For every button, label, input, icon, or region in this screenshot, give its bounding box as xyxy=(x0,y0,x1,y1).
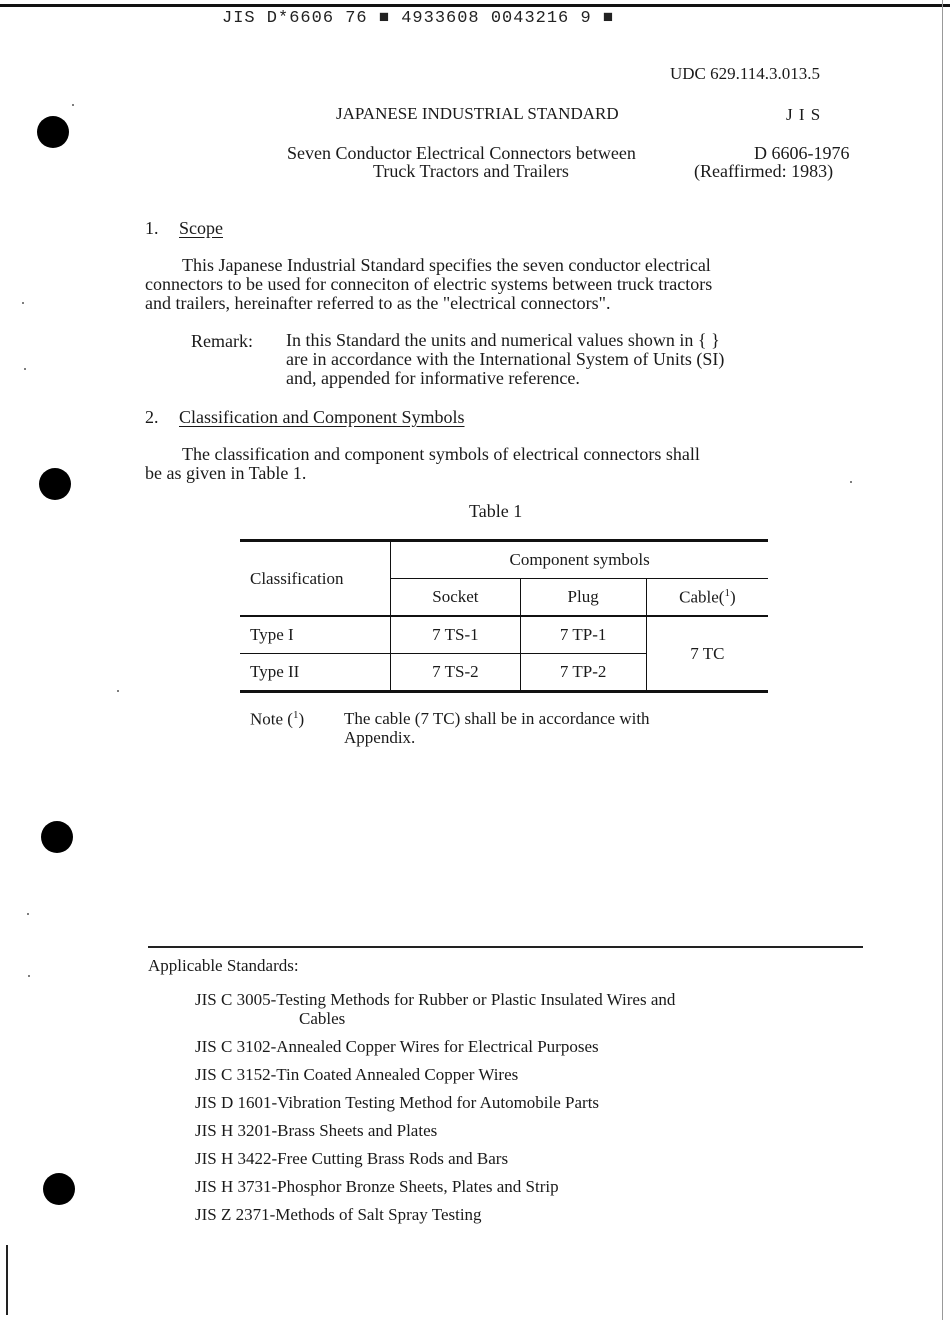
standard-item xyxy=(195,1121,855,1140)
paragraph-line: This Japanese Industrial Standard specifies the seven conductor electrical xyxy=(182,255,711,275)
standard-code: JIS H 3731 xyxy=(195,1177,272,1196)
standard-item xyxy=(195,1205,855,1224)
top-scan-rule xyxy=(0,4,950,7)
row-classification: Type I xyxy=(240,616,391,654)
paragraph-line: be as given in Table 1. xyxy=(145,463,307,483)
scan-speck xyxy=(28,975,30,977)
note-line: Appendix. xyxy=(344,728,416,747)
scan-speck xyxy=(24,368,26,370)
standard-item xyxy=(195,1065,855,1084)
standard-title: -Tin Coated Annealed Copper Wires xyxy=(270,1065,519,1084)
standard-item xyxy=(195,1149,855,1168)
paragraph-line: connectors to be used for conneciton of electric systems between truck tractors xyxy=(145,274,713,294)
standard-title-continued: Cables xyxy=(299,1009,346,1028)
footnote-mark: 1 xyxy=(292,709,299,721)
note-label-text: Note ( xyxy=(250,709,293,729)
standard-code: JIS C 3152 xyxy=(195,1065,271,1084)
note-line: The cable (7 TC) shall be in accordance with xyxy=(344,709,650,728)
remark-label: Remark: xyxy=(191,331,253,351)
applicable-standards-list xyxy=(195,990,855,1233)
header-cable xyxy=(646,579,768,617)
scan-speck xyxy=(72,104,74,106)
row-socket: 7 TS-2 xyxy=(391,654,520,692)
standard-code: JIS C 3102 xyxy=(195,1037,271,1056)
org-title: JAPANESE INDUSTRIAL STANDARD xyxy=(336,104,619,123)
classification-paragraph xyxy=(145,445,700,483)
row-classification: Type II xyxy=(240,654,391,692)
header-component-symbols: Component symbols xyxy=(391,541,768,579)
section-heading-classification: Classification and Component Symbols xyxy=(179,407,465,427)
standard-title: -Methods of Salt Spray Testing xyxy=(269,1205,482,1224)
footer-rule xyxy=(148,946,863,948)
punch-hole xyxy=(41,821,73,853)
header-cable-close: ) xyxy=(729,587,736,607)
scan-speck xyxy=(850,481,852,483)
scope-paragraph xyxy=(145,256,712,313)
standard-title: -Free Cutting Brass Rods and Bars xyxy=(271,1149,509,1168)
jis-mark: J I S xyxy=(786,105,822,124)
remark-line: and, appended for informative reference. xyxy=(286,368,580,388)
reaffirmed-date: (Reaffirmed: 1983) xyxy=(694,161,834,181)
applicable-standards-heading: Applicable Standards: xyxy=(148,956,299,975)
scan-speck xyxy=(117,690,119,692)
doc-title-line2: Truck Tractors and Trailers xyxy=(373,161,569,181)
remark-line: In this Standard the units and numerical values shown in { } xyxy=(286,330,720,350)
section-number: 2. xyxy=(145,407,159,427)
standard-number: D 6606-1976 xyxy=(754,143,850,163)
standard-title: -Phosphor Bronze Sheets, Plates and Strip xyxy=(271,1177,559,1196)
header-socket: Socket xyxy=(391,579,520,617)
standard-title: -Annealed Copper Wires for Electrical Purposes xyxy=(270,1037,599,1056)
row-socket: 7 TS-1 xyxy=(391,616,520,654)
standard-code: JIS H 3422 xyxy=(195,1149,272,1168)
scan-speck xyxy=(27,913,29,915)
standard-item xyxy=(195,1093,855,1112)
standard-code: JIS D 1601 xyxy=(195,1093,272,1112)
component-symbols-table xyxy=(240,539,768,693)
table-caption: Table 1 xyxy=(469,501,523,521)
scan-edge-line xyxy=(6,1245,8,1315)
standard-title: -Vibration Testing Method for Automobile Parts xyxy=(271,1093,600,1112)
header-plug: Plug xyxy=(520,579,646,617)
standard-code: JIS H 3201 xyxy=(195,1121,272,1140)
punch-hole xyxy=(39,468,71,500)
note-label-close: ) xyxy=(298,709,305,729)
paragraph-line: and trailers, hereinafter referred to as the "electrical connectors". xyxy=(145,293,611,313)
remark-text xyxy=(286,331,724,388)
barcode-text: JIS D*6606 76 ■ 4933608 0043216 9 ■ xyxy=(222,9,615,28)
standard-item xyxy=(195,1037,855,1056)
standard-title: -Brass Sheets and Plates xyxy=(271,1121,438,1140)
standard-code: JIS C 3005 xyxy=(195,990,271,1009)
section-number: 1. xyxy=(145,218,159,238)
standard-title: -Testing Methods for Rubber or Plastic Insulated Wires and xyxy=(270,990,676,1009)
header-classification: Classification xyxy=(240,541,391,617)
row-plug: 7 TP-1 xyxy=(520,616,646,654)
remark-line: are in accordance with the International System of Units (SI) xyxy=(286,349,725,369)
standard-item xyxy=(195,990,855,1028)
footnote-ref: 1 xyxy=(724,586,730,599)
header-cable-label: Cable( xyxy=(679,587,725,607)
doc-title-line1: Seven Conductor Electrical Connectors between xyxy=(287,143,636,163)
scan-speck xyxy=(22,302,24,304)
standard-item xyxy=(195,1177,855,1196)
scan-edge-line xyxy=(942,0,943,1320)
section-heading-scope: Scope xyxy=(179,218,223,238)
table-note-label xyxy=(250,709,304,730)
standard-code: JIS Z 2371 xyxy=(195,1205,270,1224)
udc-number: UDC 629.114.3.013.5 xyxy=(670,64,821,83)
table-note-text xyxy=(344,709,650,747)
punch-hole xyxy=(37,116,69,148)
cable-value: 7 TC xyxy=(646,616,768,692)
punch-hole xyxy=(43,1173,75,1205)
paragraph-line: The classification and component symbols of electrical connectors shall xyxy=(182,444,700,464)
row-plug: 7 TP-2 xyxy=(520,654,646,692)
